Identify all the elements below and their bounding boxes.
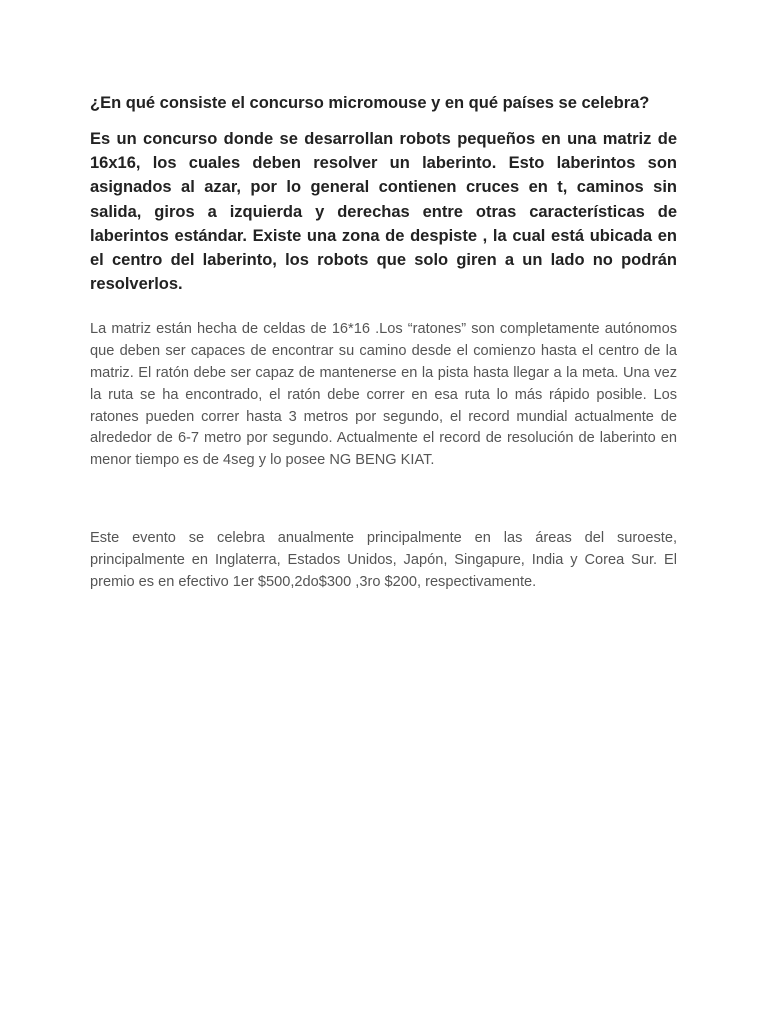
document-body (90, 92, 677, 593)
question-heading: ¿En qué consiste el concurso micromouse y en qué países se celebra? (90, 94, 650, 112)
answer-paragraph: Es un concurso donde se desarrollan robots pequeños en una matriz de 16x16, los cuales deben resolver un laberinto. Esto laberintos son asignados al azar, por lo general contienen cruces en t, caminos sin salida, giros a izquierda y derechas entre otras características de laberintos estándar. Existe una zona de despiste , la cual está ubicada en el centro del laberinto, los robots que solo giren a un lado no podrán resolverlos. (90, 130, 677, 294)
body-paragraph-event: Este evento se celebra anualmente principalmente en las áreas del suroeste, principalmente en Inglaterra, Estados Unidos, Japón, Singapure, India y Corea Sur. El premio es en efectivo 1er $500,2do$300 ,3ro $200, respectivamente. (90, 530, 677, 590)
body-paragraph-maze: La matriz están hecha de celdas de 16*16 .Los “ratones” son completamente autónomos que deben ser capaces de encontrar su camino desde el comienzo hasta el centro de la matriz. El ratón debe ser capaz de mantenerse en la pista hasta llegar a la meta. Una vez la ruta se ha encontrado, el ratón debe correr en esa ruta lo más rápido posible. Los ratones pueden correr hasta 3 metros por segundo, el record mundial actualmente de alrededor de 6-7 metro por segundo. Actualmente el record de resolución de laberinto en menor tiempo es de 4seg y lo posee NG BENG KIAT. (90, 321, 677, 469)
